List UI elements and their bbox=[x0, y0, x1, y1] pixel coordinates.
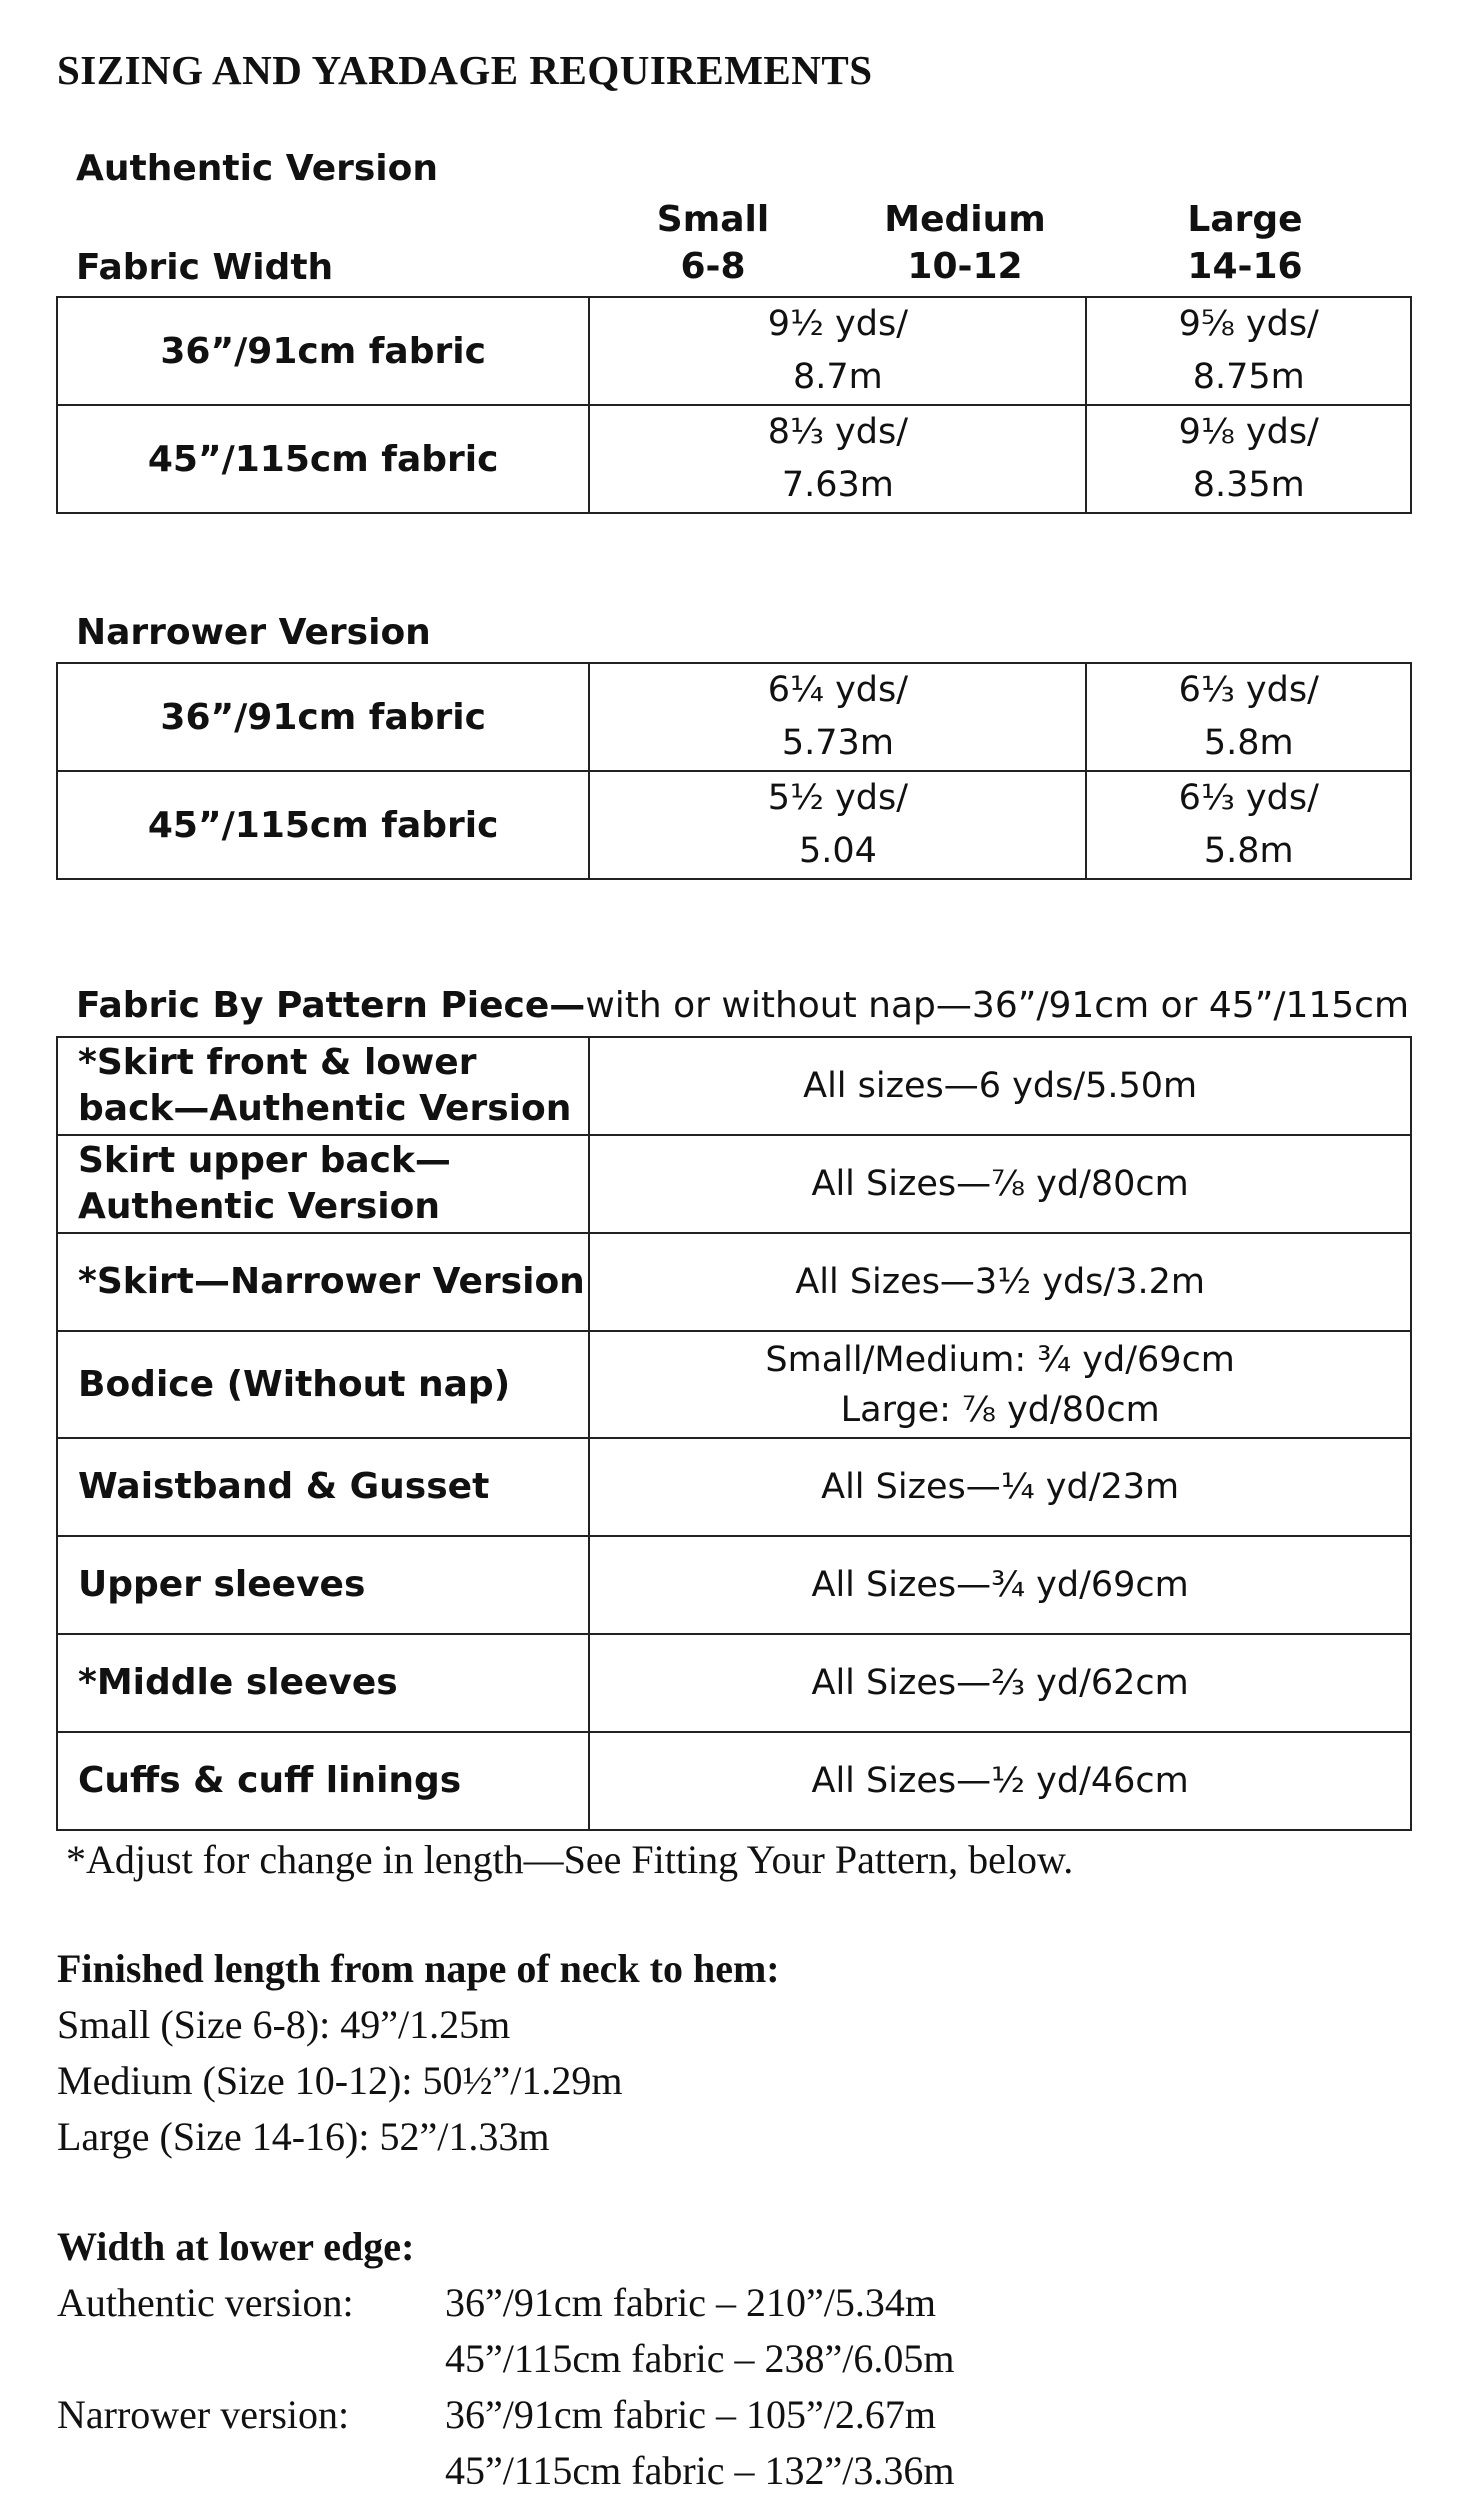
footnote: *Adjust for change in length—See Fitting Your Pattern, below. bbox=[66, 1837, 1074, 1882]
yardage-meters: 5.8m bbox=[1203, 831, 1294, 871]
piece-label-cell bbox=[57, 1233, 589, 1331]
piece-label-line: *Skirt front & lower bbox=[78, 1042, 477, 1083]
large-yardage-cell bbox=[1086, 771, 1411, 879]
authentic-width-label: Authentic version: bbox=[57, 2280, 354, 2325]
pattern-piece-heading-bold: Fabric By Pattern Piece— bbox=[76, 985, 586, 1026]
yardage-meters: 7.63m bbox=[781, 465, 894, 505]
table-row bbox=[57, 771, 1411, 879]
authentic-yardage-table bbox=[56, 296, 1412, 514]
piece-yardage-cell bbox=[589, 1438, 1411, 1536]
piece-yardage-line: All Sizes—3½ yds/3.2m bbox=[795, 1262, 1205, 1302]
column-small-sizes: 6-8 bbox=[680, 246, 746, 287]
column-header-small bbox=[628, 196, 798, 290]
fabric-width-cell: 36”/91cm fabric bbox=[57, 663, 589, 771]
piece-yardage-line: All sizes—6 yds/5.50m bbox=[803, 1066, 1198, 1106]
piece-label-cell bbox=[57, 1438, 589, 1536]
small-medium-yardage-cell bbox=[589, 405, 1086, 513]
yardage-yds: 6⅓ yds/ bbox=[1178, 778, 1319, 818]
narrower-width-line: 45”/115cm fabric – 132”/3.36m bbox=[445, 2448, 955, 2493]
pattern-piece-heading-rest: with or without nap—36”/91cm or 45”/115cm bbox=[585, 985, 1410, 1026]
fabric-width-cell: 45”/115cm fabric bbox=[57, 771, 589, 879]
table-row bbox=[57, 405, 1411, 513]
narrower-version-heading: Narrower Version bbox=[76, 612, 431, 653]
table-row bbox=[57, 1732, 1411, 1830]
yardage-yds: 6⅓ yds/ bbox=[1178, 670, 1319, 710]
yardage-yds: 5½ yds/ bbox=[767, 778, 909, 818]
piece-yardage-cell bbox=[589, 1536, 1411, 1634]
small-medium-yardage-cell bbox=[589, 771, 1086, 879]
piece-label-line: Waistband & Gusset bbox=[78, 1466, 490, 1507]
table-row bbox=[57, 1233, 1411, 1331]
piece-label-line: Upper sleeves bbox=[78, 1564, 366, 1605]
yardage-meters: 8.75m bbox=[1192, 357, 1305, 397]
piece-label-cell bbox=[57, 1135, 589, 1233]
table-row bbox=[57, 1331, 1411, 1438]
table-row bbox=[57, 1037, 1411, 1135]
pattern-piece-heading bbox=[76, 985, 1409, 1026]
piece-yardage-cell bbox=[589, 1331, 1411, 1438]
table-row bbox=[57, 1536, 1411, 1634]
piece-label-line: Bodice (Without nap) bbox=[78, 1363, 511, 1405]
piece-label-cell bbox=[57, 1536, 589, 1634]
table-row bbox=[57, 297, 1411, 405]
piece-label-line: Skirt upper back— bbox=[78, 1140, 451, 1181]
small-medium-yardage-cell bbox=[589, 663, 1086, 771]
table-row bbox=[57, 1634, 1411, 1732]
fabric-width-cell: 36”/91cm fabric bbox=[57, 297, 589, 405]
yardage-yds: 9⅛ yds/ bbox=[1178, 412, 1319, 452]
large-yardage-cell bbox=[1086, 663, 1411, 771]
table-row bbox=[57, 1135, 1411, 1233]
piece-yardage-line: Large: ⅞ yd/80cm bbox=[840, 1389, 1160, 1430]
authentic-width-line: 36”/91cm fabric – 210”/5.34m bbox=[445, 2280, 936, 2325]
yardage-meters: 5.8m bbox=[1203, 723, 1294, 763]
piece-label-cell bbox=[57, 1037, 589, 1135]
page-title: SIZING AND YARDAGE REQUIREMENTS bbox=[57, 47, 873, 93]
piece-yardage-cell bbox=[589, 1634, 1411, 1732]
piece-label-cell bbox=[57, 1331, 589, 1438]
piece-label-line: Cuffs & cuff linings bbox=[78, 1760, 462, 1801]
piece-yardage-line: All Sizes—½ yd/46cm bbox=[811, 1761, 1189, 1801]
piece-yardage-line: All Sizes—¼ yd/23m bbox=[821, 1467, 1180, 1507]
narrower-width-label: Narrower version: bbox=[57, 2392, 350, 2437]
yardage-meters: 5.73m bbox=[781, 723, 894, 763]
column-header-large bbox=[1140, 196, 1350, 290]
pattern-piece-table bbox=[56, 1036, 1412, 1831]
yardage-yds: 6¼ yds/ bbox=[767, 670, 909, 710]
yardage-meters: 5.04 bbox=[798, 831, 877, 871]
finished-length-heading: Finished length from nape of neck to hem: bbox=[57, 1946, 780, 1991]
piece-label-cell bbox=[57, 1732, 589, 1830]
fabric-width-cell: 45”/115cm fabric bbox=[57, 405, 589, 513]
piece-yardage-cell bbox=[589, 1037, 1411, 1135]
column-small-name: Small bbox=[656, 199, 770, 240]
small-medium-yardage-cell bbox=[589, 297, 1086, 405]
piece-yardage-cell bbox=[589, 1233, 1411, 1331]
piece-label-line: Authentic Version bbox=[78, 1186, 440, 1227]
column-medium-sizes: 10-12 bbox=[907, 246, 1023, 287]
finished-length-large: Large (Size 14-16): 52”/1.33m bbox=[57, 2114, 550, 2159]
piece-label-line: *Middle sleeves bbox=[78, 1662, 398, 1703]
finished-length-small: Small (Size 6-8): 49”/1.25m bbox=[57, 2002, 511, 2047]
fabric-width-label: Fabric Width bbox=[76, 247, 334, 288]
width-lower-heading: Width at lower edge: bbox=[57, 2224, 415, 2269]
finished-length-medium: Medium (Size 10-12): 50½”/1.29m bbox=[57, 2058, 623, 2103]
table-row bbox=[57, 663, 1411, 771]
column-large-sizes: 14-16 bbox=[1187, 246, 1303, 287]
piece-yardage-line: All Sizes—⅞ yd/80cm bbox=[811, 1164, 1189, 1204]
piece-label-cell bbox=[57, 1634, 589, 1732]
yardage-meters: 8.7m bbox=[793, 357, 883, 397]
column-large-name: Large bbox=[1187, 199, 1303, 240]
piece-yardage-line: All Sizes—⅔ yd/62cm bbox=[811, 1663, 1189, 1703]
yardage-yds: 9½ yds/ bbox=[767, 304, 909, 344]
piece-yardage-line: Small/Medium: ¾ yd/69cm bbox=[765, 1339, 1235, 1380]
piece-label-line: back—Authentic Version bbox=[78, 1088, 572, 1129]
table-row bbox=[57, 1438, 1411, 1536]
authentic-width-line: 45”/115cm fabric – 238”/6.05m bbox=[445, 2336, 955, 2381]
column-medium-name: Medium bbox=[884, 199, 1046, 240]
piece-yardage-line: All Sizes—¾ yd/69cm bbox=[811, 1565, 1189, 1605]
piece-yardage-cell bbox=[589, 1135, 1411, 1233]
yardage-yds: 9⅝ yds/ bbox=[1178, 304, 1319, 344]
piece-yardage-cell bbox=[589, 1732, 1411, 1830]
large-yardage-cell bbox=[1086, 405, 1411, 513]
narrower-width-line: 36”/91cm fabric – 105”/2.67m bbox=[445, 2392, 936, 2437]
authentic-version-heading: Authentic Version bbox=[76, 148, 438, 189]
yardage-yds: 8⅓ yds/ bbox=[767, 412, 909, 452]
column-header-medium bbox=[860, 196, 1070, 290]
narrower-yardage-table bbox=[56, 662, 1412, 880]
yardage-meters: 8.35m bbox=[1192, 465, 1305, 505]
large-yardage-cell bbox=[1086, 297, 1411, 405]
piece-label-line: *Skirt—Narrower Version bbox=[78, 1261, 585, 1302]
